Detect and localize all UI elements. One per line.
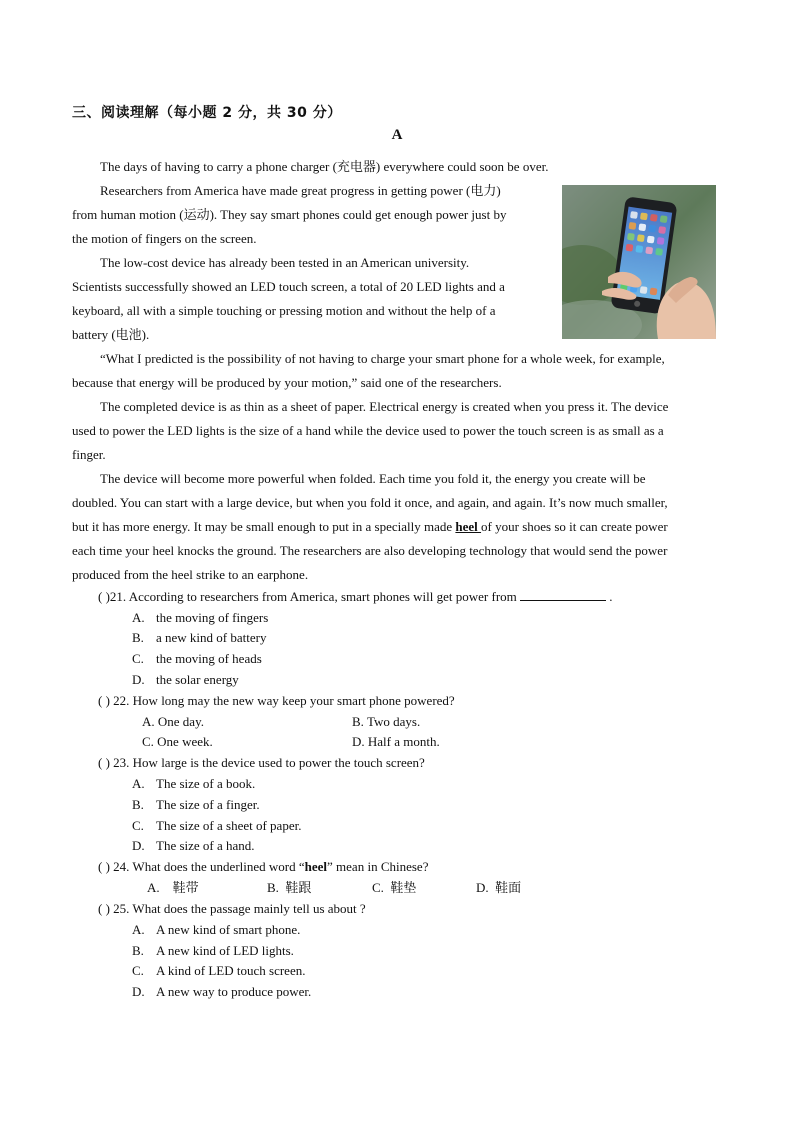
passage-label: A: [391, 127, 403, 143]
option-24-a[interactable]: A. 鞋带: [147, 880, 199, 896]
option-24-c[interactable]: C. 鞋垫: [372, 880, 417, 896]
passage-line: The completed device is as thin as a sheet of paper. Electrical energy is created when you press it. The device: [100, 399, 669, 414]
smartphone-in-hand-photo: [562, 185, 716, 339]
question-tail-21: .: [609, 589, 613, 604]
passage-line: The device will become more powerful when folded. Each time you fold it, the energy you create will be: [100, 471, 646, 486]
passage-line: finger.: [72, 447, 106, 462]
option-25-a[interactable]: A. A new kind of smart phone.: [132, 922, 301, 937]
heel-word: heel: [455, 519, 482, 534]
option-22-d[interactable]: D. Half a month.: [352, 734, 440, 749]
answer-paren-21[interactable]: ( ): [98, 589, 110, 604]
passage-line: used to power the LED lights is the size of a hand while the device used to power the touch screen is as small as a: [72, 423, 664, 438]
option-21-b[interactable]: B. a new kind of battery: [132, 630, 267, 645]
question-stem-24-word: heel: [304, 859, 328, 874]
option-25-b[interactable]: B. A new kind of LED lights.: [132, 943, 294, 958]
option-21-a[interactable]: A. the moving of fingers: [132, 610, 269, 625]
heel-line-before: but it has more energy. It may be small enough to put in a specially made: [72, 519, 456, 534]
section-title: 三、阅读理解（每小题 2 分，共 30 分）: [72, 105, 342, 121]
passage-line: battery (电池).: [72, 327, 150, 342]
passage-line: because that energy will be produced by your motion,” said one of the researchers.: [72, 375, 502, 390]
option-23-d[interactable]: D. The size of a hand.: [132, 838, 255, 853]
option-25-c[interactable]: C. A kind of LED touch screen.: [132, 963, 306, 978]
passage-line: Researchers from America have made great progress in getting power (电力): [100, 183, 501, 198]
option-22-a[interactable]: A. One day.: [142, 714, 204, 729]
option-21-d[interactable]: D. the solar energy: [132, 672, 239, 687]
option-22-b[interactable]: B. Two days.: [352, 714, 421, 729]
passage-line: The low-cost device has already been tested in an American university.: [100, 255, 470, 270]
passage-line: the motion of fingers on the screen.: [72, 231, 257, 246]
question-stem-24-after: ” mean in Chinese?: [327, 859, 429, 874]
option-23-b[interactable]: B. The size of a finger.: [132, 797, 260, 812]
option-23-a[interactable]: A. The size of a book.: [132, 776, 256, 791]
option-24-b[interactable]: B. 鞋跟: [267, 880, 312, 896]
answer-blank-21[interactable]: [520, 588, 606, 601]
passage-line: each time your heel knocks the ground. The researchers are also developing technology that would send the power: [72, 543, 668, 558]
option-23-c[interactable]: C. The size of a sheet of paper.: [132, 818, 302, 833]
option-22-c[interactable]: C. One week.: [142, 734, 213, 749]
heel-line-after: of your shoes so it can create power: [481, 519, 668, 534]
question-stem-22: 22. How long may the new way keep your smart phone powered?: [113, 693, 455, 708]
question-22: [98, 692, 455, 710]
passage-line: The days of having to carry a phone charger (充电器) everywhere could soon be over.: [100, 159, 549, 174]
passage-line: doubled. You can start with a large device, but when you fold it once, and again, and again. It’s now much smaller,: [72, 495, 668, 510]
question-23: [98, 754, 425, 772]
question-stem-23: 23. How large is the device used to power the touch screen?: [113, 755, 425, 770]
passage-line: from human motion (运动). They say smart phones could get enough power just by: [72, 207, 507, 222]
passage-line: produced from the heel strike to an earphone.: [72, 567, 309, 582]
question-25: [98, 900, 366, 918]
question-24: [98, 858, 428, 876]
question-stem-21: 21. According to researchers from America, smart phones will get power from: [109, 589, 517, 604]
passage-line: keyboard, all with a simple touching or pressing motion and without the help of a: [72, 303, 496, 318]
answer-paren-23[interactable]: ( ): [98, 755, 110, 770]
option-25-d[interactable]: D. A new way to produce power.: [132, 984, 312, 999]
option-21-c[interactable]: C. the moving of heads: [132, 651, 262, 666]
answer-paren-25[interactable]: ( ): [98, 901, 110, 916]
passage-line: Scientists successfully showed an LED touch screen, a total of 20 LED lights and a: [72, 279, 505, 294]
question-stem-25: 25. What does the passage mainly tell us about ?: [113, 901, 366, 916]
question-stem-24-before: 24. What does the underlined word “: [113, 859, 305, 874]
question-21: [98, 588, 613, 606]
passage-line-heel: [72, 518, 668, 536]
option-24-d[interactable]: D. 鞋面: [476, 880, 522, 896]
answer-paren-24[interactable]: ( ): [98, 859, 110, 874]
passage-line: “What I predicted is the possibility of not having to charge your smart phone for a whole week, for example,: [100, 351, 665, 366]
answer-paren-22[interactable]: ( ): [98, 693, 110, 708]
